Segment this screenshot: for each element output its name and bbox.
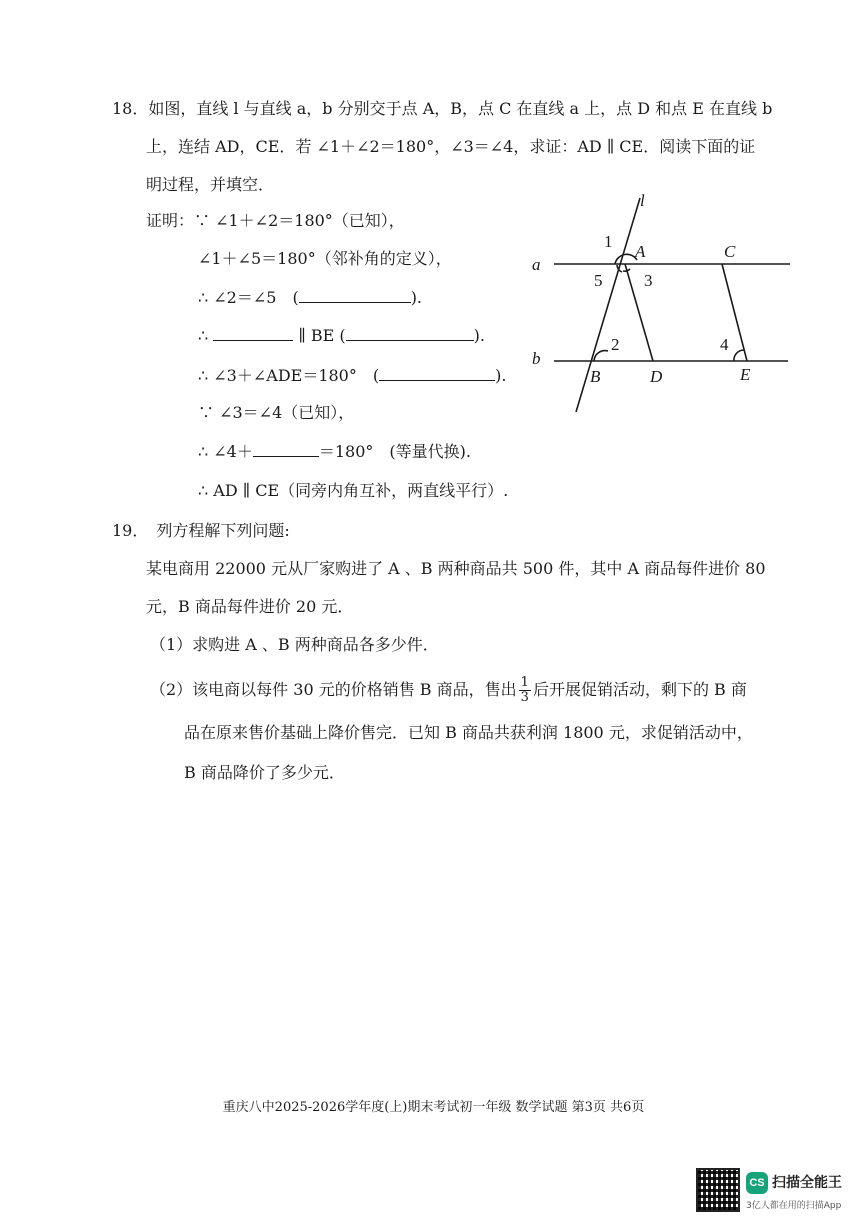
blank-reason-2[interactable] [346,324,474,341]
q19-sub-2-line3: B 商品降价了多少元． [184,763,345,782]
label-b: b [532,349,541,368]
page-footer: 重庆八中2025-2026学年度(上)期末考试初一年级 数学试题 第3页 共6页 [222,1100,645,1115]
q18-line3: 明过程，并填空． [146,175,275,194]
proof-step-7: ∴ ∠4＋ ＝180° (等量代换). [198,442,471,461]
geometry-figure [520,190,800,420]
angle-label-3: 3 [644,271,653,290]
q19-para-1: 某电商用 22000 元从厂家购进了 A 、B 两种商品共 500 件，其中 A 商品每件进价 80 [146,559,766,578]
proof-step-4: ∴ ∥ BE ( ). [198,326,485,345]
q18-line1: 18．如图，直线 l 与直线 a，b 分别交于点 A，B，点 C 在直线 a 上，点 D 和点 E 在直线 b [112,99,773,118]
label-A: A [635,242,646,261]
scanner-watermark [696,1168,856,1218]
brand-tagline: 3亿人都在用的扫描App [746,1201,842,1211]
angle-label-1: 1 [604,232,613,251]
angle-label-4: 4 [720,335,729,354]
q19-sub-2-line1: （2）该电商以每件 30 元的价格销售 B 商品，售出 $\frac{1}{3}$ 后开展促销活动，剩下的 B 商 [150,675,747,705]
label-a: a [532,255,541,274]
q19-title: 19． 列方程解下列问题: [112,521,290,540]
proof-step-2: ∠1＋∠5＝180°（邻补角的定义）， [198,249,452,268]
q19-sub-1: （1）求购进 A 、B 两种商品各多少件． [150,635,439,654]
camscanner-logo-icon: CS [746,1172,768,1194]
proof-step-3: ∴ ∠2＝∠5 ( ). [198,288,423,307]
angle-arc-1 [615,254,637,264]
q18-line2: 上，连结 AD，CE．若 ∠1＋∠2＝180°，∠3＝∠4，求证：AD ∥ CE．阅读下面的证 [146,137,756,156]
proof-step-1: 证明：∵ ∠1＋∠2＝180°（已知）， [146,211,405,230]
qr-code-icon [696,1168,740,1212]
q19-sub-2-line2: 品在原来售价基础上降价售完．已知 B 商品共获利润 1800 元，求促销活动中， [184,723,753,742]
brand-name: 扫描全能王 [772,1175,842,1191]
blank-angle[interactable] [253,440,319,457]
blank-reason-1[interactable] [299,286,411,303]
label-l: l [640,191,645,210]
blank-parallel-line[interactable] [213,324,293,341]
angle-label-2: 2 [611,335,620,354]
label-B: B [590,367,601,386]
q19-para-2: 元，B 商品每件进价 20 元． [146,597,354,616]
label-E: E [740,365,751,384]
angle-arc-4 [734,350,744,361]
fraction-one-third: $\frac{1}{3}$ [520,675,529,705]
blank-reason-3[interactable] [379,364,495,381]
proof-step-8: ∴ AD ∥ CE（同旁内角互补，两直线平行）. [198,481,509,500]
line-l [576,198,640,412]
label-D: D [650,367,663,386]
angle-label-5: 5 [594,271,603,290]
label-C: C [724,242,736,261]
proof-step-5: ∴ ∠3＋∠ADE＝180° ( ). [198,366,507,385]
angle-arc-2 [594,351,608,361]
proof-step-6: ∵ ∠3＝∠4（已知）， [198,403,355,422]
